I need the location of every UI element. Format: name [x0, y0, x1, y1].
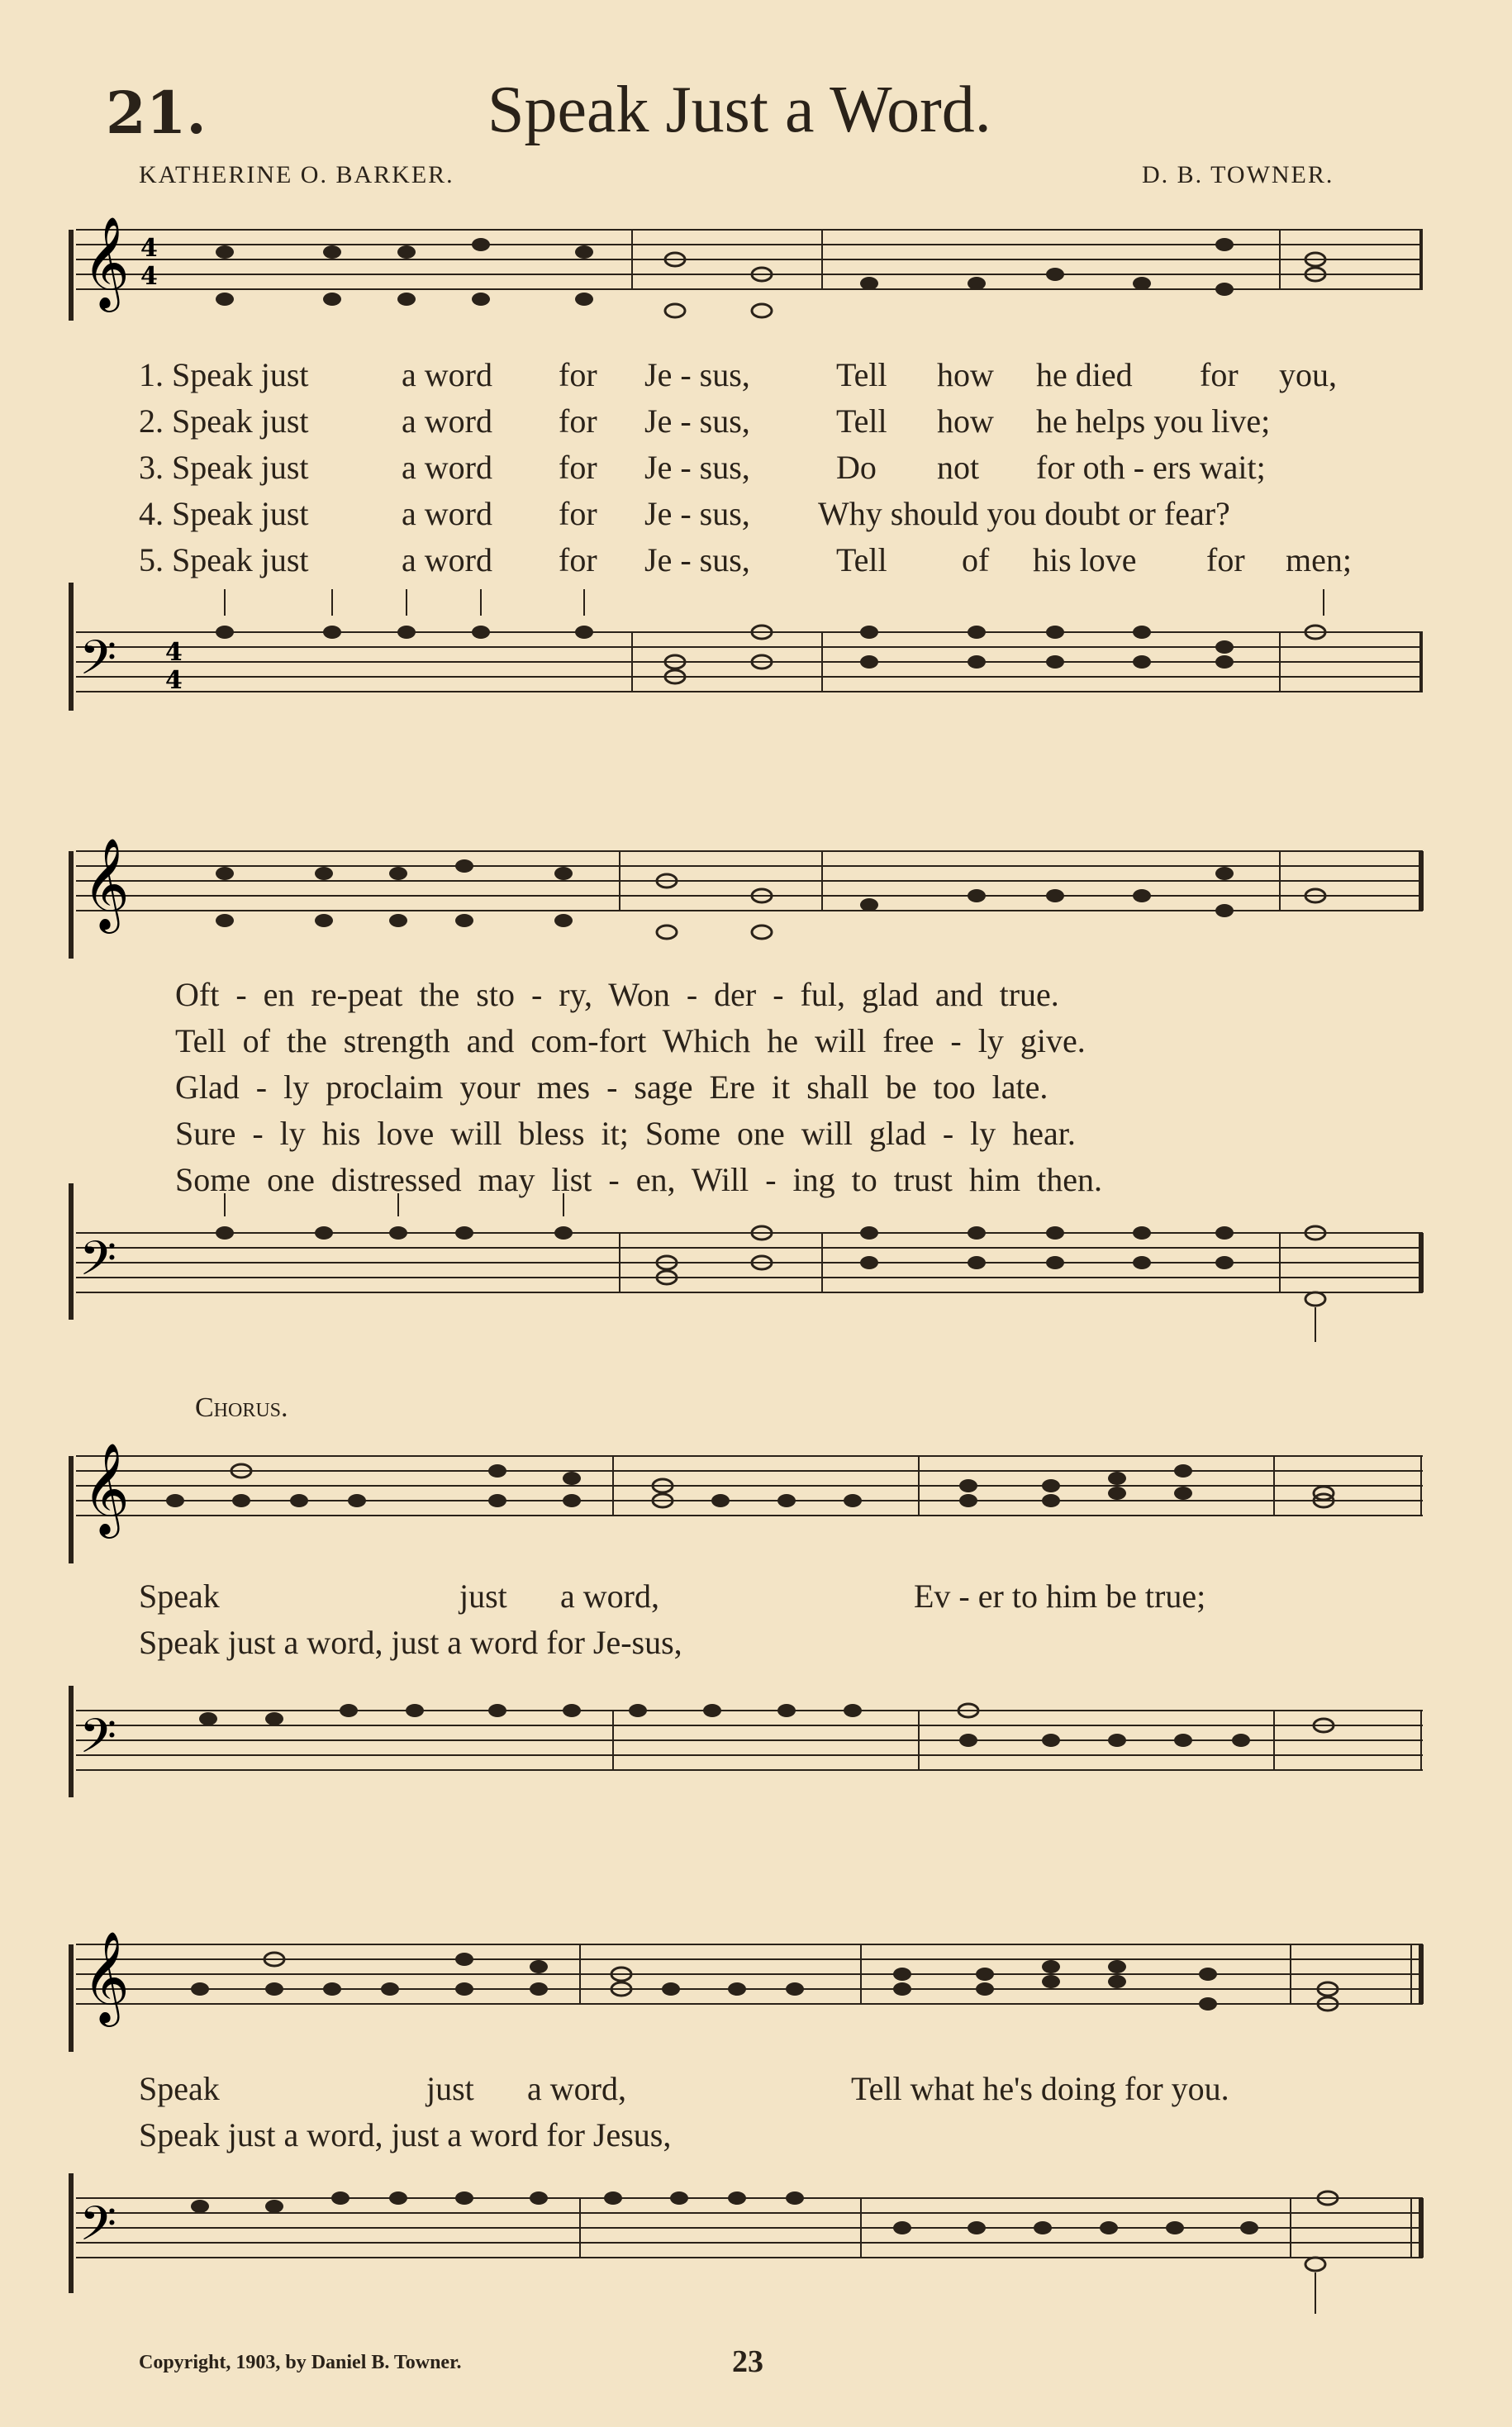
hymn-title: Speak Just a Word. — [487, 74, 991, 146]
svg-text:𝄢: 𝄢 — [79, 1708, 117, 1776]
verse-5-line-1: 5. Speak just a word for Je - sus, Tell of his love for men; — [139, 541, 1352, 578]
verse-5-line-2: Some one distressed may list - en, Will - ing to trust him then. — [175, 1161, 1102, 1198]
system-1-treble-staff — [68, 213, 1431, 321]
chorus-line-1-lower: Speak just a word, just a word for Je-sus, — [139, 1624, 682, 1661]
verse-2-line-2: Tell of the strength and com-fort Which he will free - ly give. — [175, 1022, 1086, 1059]
chorus-system-2-treble-staff — [68, 1928, 1431, 2052]
svg-text:4: 4 — [165, 666, 183, 695]
svg-text:𝄞: 𝄞 — [83, 1930, 130, 2023]
svg-text:𝄞: 𝄞 — [83, 837, 130, 930]
system-2-treble-staff — [68, 835, 1431, 959]
verse-1-line-1: 1. Speak just a word for Je - sus, Tell how he died for you, — [139, 356, 1337, 393]
hymn-number: 21. — [106, 79, 207, 147]
system-1-bass-staff — [68, 583, 1431, 731]
chorus-line-2-lower: Speak just a word, just a word for Jesus, — [139, 2116, 672, 2153]
verse-2-line-1: 2. Speak just a word for Je - sus, Tell how he helps you live; — [139, 402, 1271, 440]
svg-text:𝄞: 𝄞 — [83, 216, 130, 308]
chorus-line-2-upper: Speak just a word, Tell what he's doing for you. — [139, 2070, 1229, 2107]
svg-text:𝄢: 𝄢 — [79, 630, 117, 697]
chorus-system-2-bass-staff — [68, 2149, 1431, 2347]
verse-1-line-2: Oft - en re-peat the sto - ry, Won - der - ful, glad and true. — [175, 976, 1059, 1013]
chorus-system-1-bass-staff — [68, 1661, 1431, 1810]
chorus-system-1-treble-staff — [68, 1440, 1431, 1563]
svg-text:4: 4 — [140, 234, 158, 263]
verse-4-line-1: 4. Speak just a word for Je - sus, Why should you doubt or fear? — [139, 495, 1230, 532]
svg-text:𝄢: 𝄢 — [79, 1230, 117, 1298]
svg-text:𝄞: 𝄞 — [83, 1442, 130, 1535]
verse-3-line-1: 3. Speak just a word for Je - sus, Do not for oth - ers wait; — [139, 449, 1266, 486]
svg-text:4: 4 — [140, 262, 158, 291]
chorus-line-1-upper: Speak just a word, Ev - er to him be true; — [139, 1578, 1206, 1615]
svg-text:4: 4 — [165, 638, 183, 667]
svg-text:𝄢: 𝄢 — [79, 2196, 117, 2263]
copyright-notice: Copyright, 1903, by Daniel B. Towner. — [139, 2352, 462, 2373]
author-credit: KATHERINE O. BARKER. — [139, 161, 454, 188]
page-number: 23 — [732, 2344, 763, 2379]
verse-4-line-2: Sure - ly his love will bless it; Some one will glad - ly hear. — [175, 1115, 1076, 1152]
composer-credit: D. B. TOWNER. — [1142, 161, 1334, 188]
verse-3-line-2: Glad - ly proclaim your mes - sage Ere it shall be too late. — [175, 1068, 1048, 1106]
chorus-label: Chorus. — [195, 1392, 288, 1423]
system-2-bass-staff — [68, 1183, 1431, 1349]
